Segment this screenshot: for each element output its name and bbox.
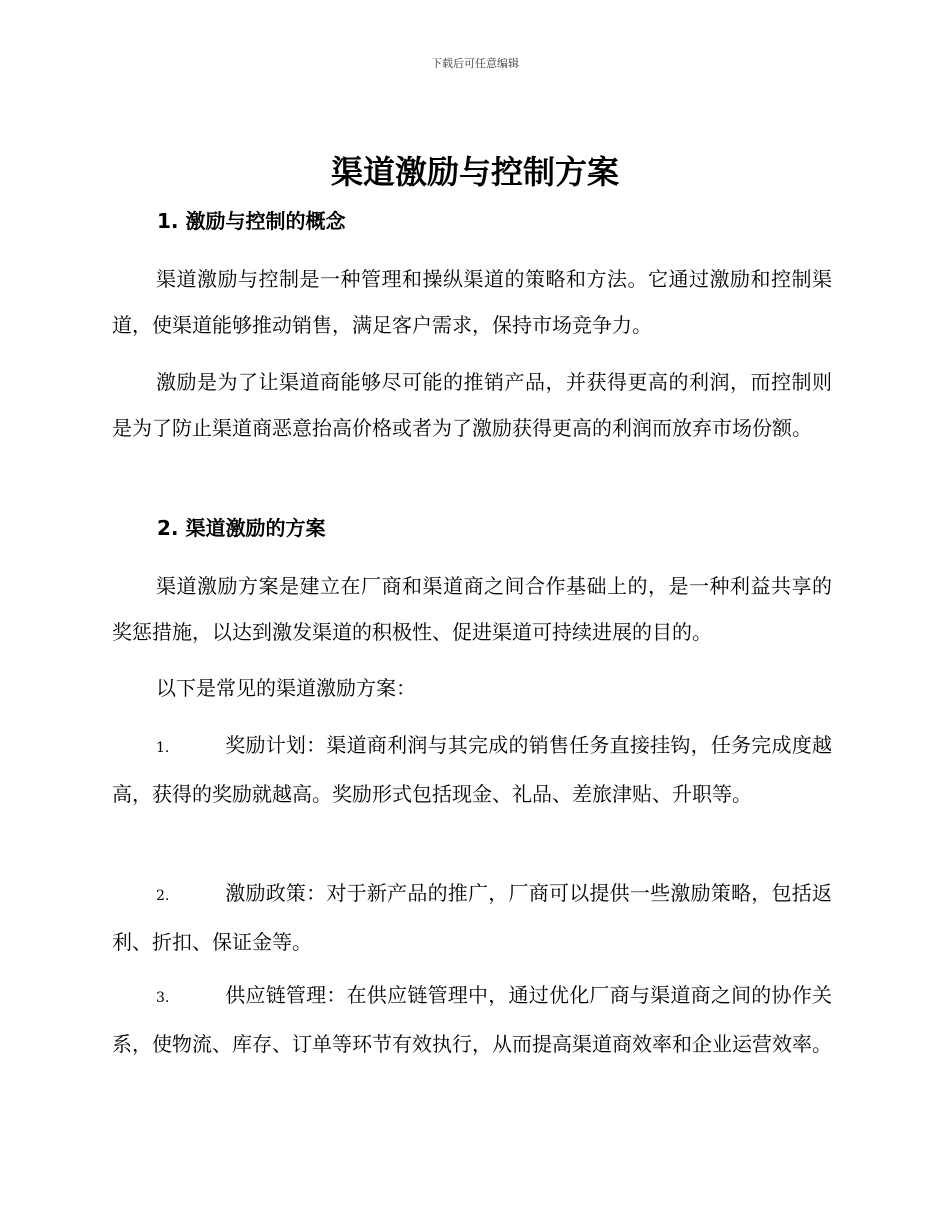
list-item <box>112 870 832 965</box>
list-item <box>112 972 832 1067</box>
list-item-text: 激励政策：对于新产品的推广，厂商可以提供一些激励策略，包括返利、折扣、保证金等。 <box>112 881 832 954</box>
list-item-number: 3. <box>156 990 170 1006</box>
header-note: 下载后可任意编辑 <box>431 57 519 70</box>
paragraph: 渠道激励方案是建立在厂商和渠道商之间合作基础上的，是一种利益共享的奖惩措施，以达到激发渠道的积极性、促进渠道可持续进展的目的。 <box>112 574 832 644</box>
paragraph: 渠道激励与控制是一种管理和操纵渠道的策略和方法。它通过激励和控制渠道，使渠道能够推动销售，满足客户需求，保持市场竞争力。 <box>112 267 832 337</box>
paragraph: 以下是常见的渠道激励方案： <box>156 676 416 700</box>
paragraph: 激励是为了让渠道商能够尽可能的推销产品，并获得更高的利润，而控制则是为了防止渠道商恶意抬高价格或者为了激励获得更高的利润而放弃市场份额。 <box>112 370 832 440</box>
list-item-text: 奖励计划：渠道商利润与其完成的销售任务直接挂钩，任务完成度越高，获得的奖励就越高。奖励形式包括现金、礼品、差旅津贴、升职等。 <box>112 733 832 806</box>
list-item-number: 2. <box>156 888 170 904</box>
page-title: 渠道激励与控制方案 <box>330 153 619 191</box>
section-heading-1: 1. 激励与控制的概念 <box>157 209 346 233</box>
list-item-text: 供应链管理：在供应链管理中，通过优化厂商与渠道商之间的协作关系，使物流、库存、订单等环节有效执行，从而提高渠道商效率和企业运营效率。 <box>112 983 832 1056</box>
section-heading-2: 2. 渠道激励的方案 <box>157 516 326 540</box>
list-item-number: 1. <box>156 740 170 756</box>
list-item <box>112 722 832 817</box>
